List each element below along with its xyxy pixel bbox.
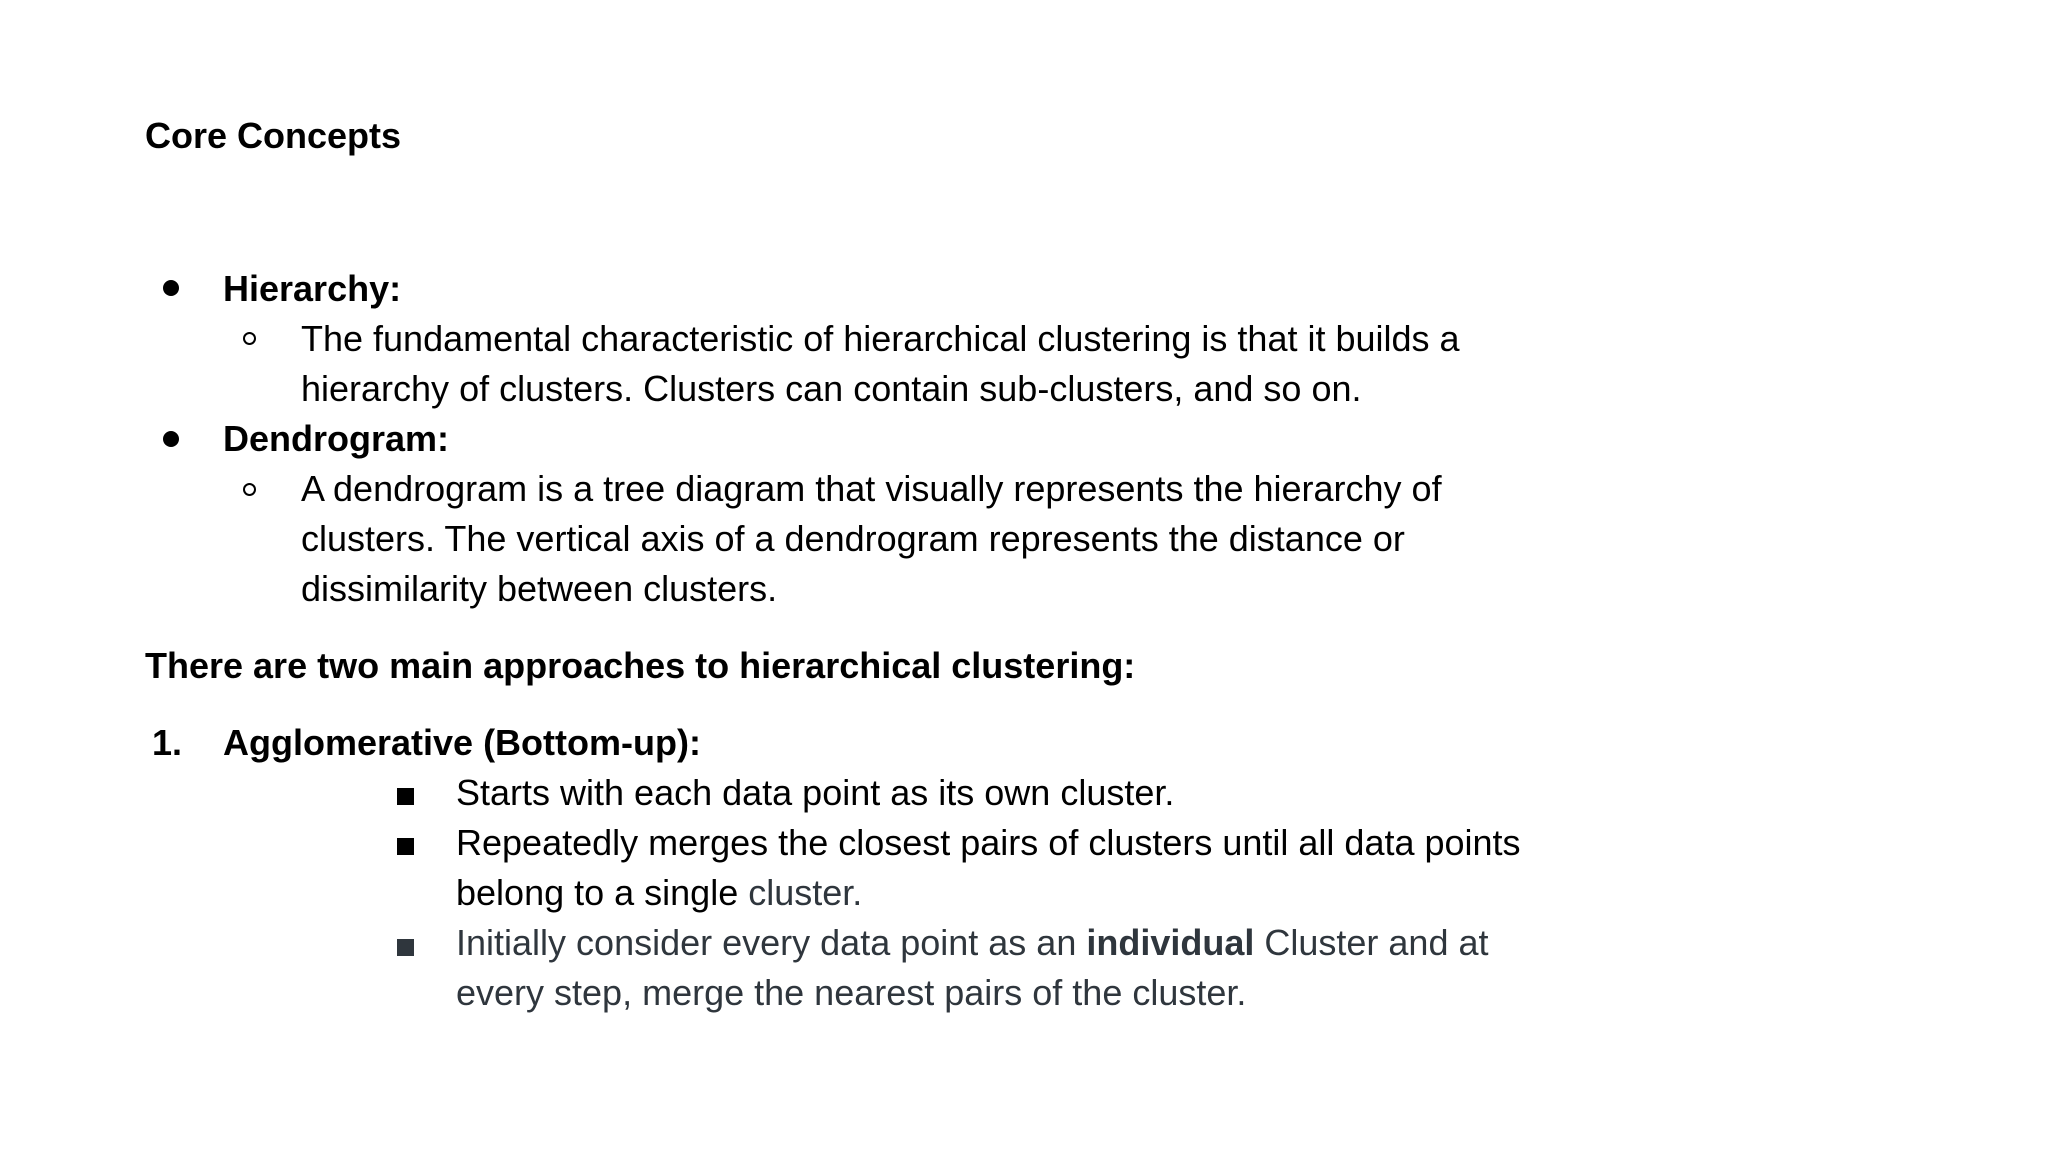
agglomerative-point-3-text-end: Cluster and at [1254,922,1489,963]
filled-circle-icon [163,431,179,447]
agglomerative-point-3-bold: individual [1086,922,1255,963]
list-item-hierarchy-label: Hierarchy: [223,268,402,309]
dendrogram-description-line-3: dissimilarity between clusters. [301,568,778,609]
agglomerative-point-2-text: belong to a single [456,872,749,913]
agglomerative-point-3-line-1 [456,918,1489,968]
hollow-circle-icon [243,483,256,496]
dendrogram-description-line-2: clusters. The vertical axis of a dendrogram represents the distance or [301,518,1405,559]
agglomerative-point-1: Starts with each data point as its own cluster. [456,772,1175,813]
filled-square-icon [397,838,414,855]
agglomerative-point-3-text: Initially consider every data point as an [456,922,1087,963]
approach-agglomerative-label: Agglomerative (Bottom-up): [223,722,701,763]
hierarchy-description-line-2: hierarchy of clusters. Clusters can contain sub-clusters, and so on. [301,368,1362,409]
agglomerative-point-3-line-2: every step, merge the nearest pairs of the cluster. [456,972,1247,1013]
page-title: Core Concepts [145,115,402,156]
dendrogram-description-line-1: A dendrogram is a tree diagram that visually represents the hierarchy of [301,468,1442,509]
hierarchy-description-line-1: The fundamental characteristic of hierarchical clustering is that it builds a [301,318,1460,359]
list-number: 1. [152,722,183,763]
agglomerative-point-2-line-2 [456,868,862,918]
approaches-heading: There are two main approaches to hierarchical clustering: [145,645,1136,686]
filled-circle-icon [163,280,179,296]
agglomerative-point-2-text-end: cluster. [748,872,863,913]
agglomerative-point-2-line-1: Repeatedly merges the closest pairs of clusters until all data points [456,822,1521,863]
filled-square-icon [397,788,414,805]
hollow-circle-icon [243,332,256,345]
filled-square-icon [397,939,414,956]
list-item-dendrogram-label: Dendrogram: [223,418,450,459]
